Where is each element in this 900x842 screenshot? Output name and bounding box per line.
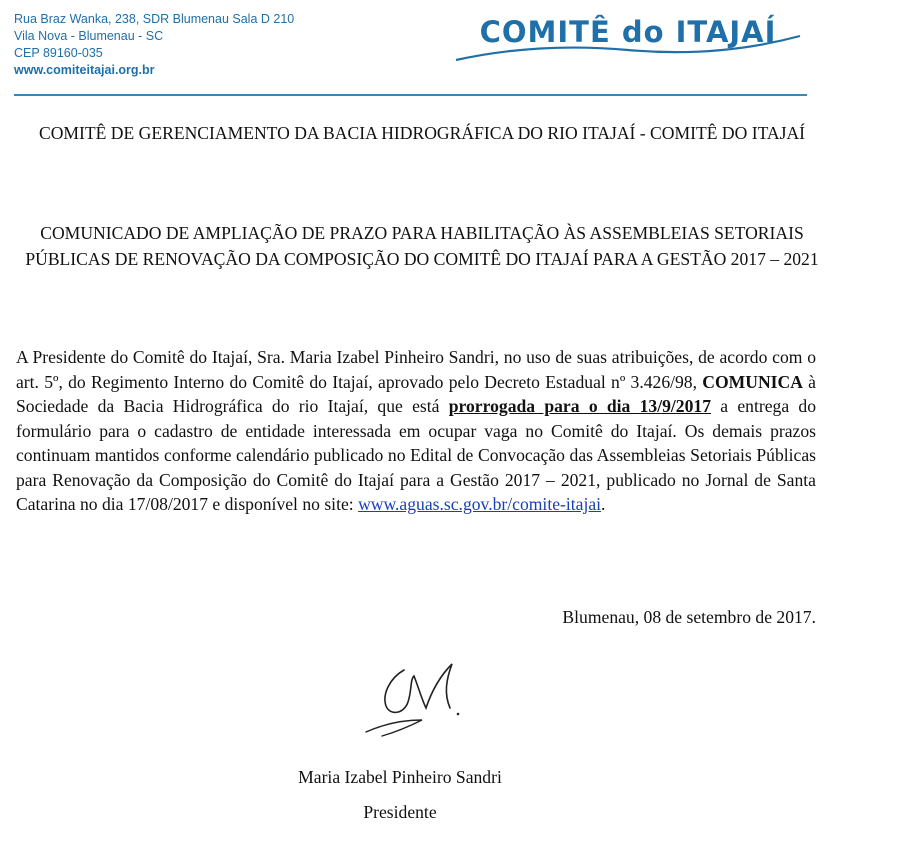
signer-role: Presidente: [363, 802, 437, 822]
aguas-website-link[interactable]: www.aguas.sc.gov.br/comite-itajai: [358, 494, 602, 514]
body-text: a entrega do formulário para o cadastro de entidade interessada em ocupar vaga no Comitê do Itajaí. Os demais prazos continuam mantidos conforme calendário publicado no Edital de Convocação das Assembleias Setoriais Públicas para Renovação da Composição do Comitê do Itajaí para a Gestão 2017 – 2021, publicado no Jornal de Santa Catarina no dia 17/08/2017 e disponível no site:: [16, 396, 816, 514]
comite-itajai-logo: [448, 10, 808, 70]
handwritten-signature: [360, 650, 480, 745]
organization-heading: COMITÊ DE GERENCIAMENTO DA BACIA HIDROGRÁFICA DO RIO ITAJAÍ - COMITÊ DO ITAJAÍ: [38, 123, 806, 143]
address-line: Rua Braz Wanka, 238, SDR Blumenau Sala D 210: [14, 12, 295, 26]
body-text: .: [601, 494, 606, 514]
body-bold-text: COMUNICA: [702, 371, 803, 392]
deadline-highlight: prorrogada para o dia 13/9/2017: [448, 396, 711, 416]
body-text: à Sociedade da Bacia Hidrográfica do rio Itajaí, que está: [16, 371, 816, 416]
signer-name: Maria Izabel Pinheiro Sandri: [298, 767, 502, 787]
header-address: [14, 11, 294, 79]
place-and-date: Blumenau, 08 de setembro de 2017.: [562, 607, 816, 627]
notice-body: [16, 345, 816, 517]
header-divider: [14, 94, 807, 96]
address-line: Vila Nova - Blumenau - SC: [14, 29, 164, 43]
logo-wordmark: COMITÊ do ITAJAÍ: [479, 15, 777, 49]
notice-title: COMUNICADO DE AMPLIAÇÃO DE PRAZO PARA HABILITAÇÃO ÀS ASSEMBLEIAS SETORIAIS PÚBLICAS DE RENOVAÇÃO DA COMPOSIÇÃO DO COMITÊ DO ITAJAÍ PARA A GESTÃO 2017 – 2021: [25, 223, 819, 269]
body-text: A Presidente do Comitê do Itajaí, Sra. Maria Izabel Pinheiro Sandri, no uso de suas atribuições, de acordo com o art. 5º, do Regimento Interno do Comitê do Itajaí, aprovado pelo Decreto Estadual nº 3.426/98,: [16, 347, 816, 392]
website-link[interactable]: www.comiteitajai.org.br: [14, 63, 155, 77]
address-line: CEP 89160-035: [14, 46, 103, 60]
